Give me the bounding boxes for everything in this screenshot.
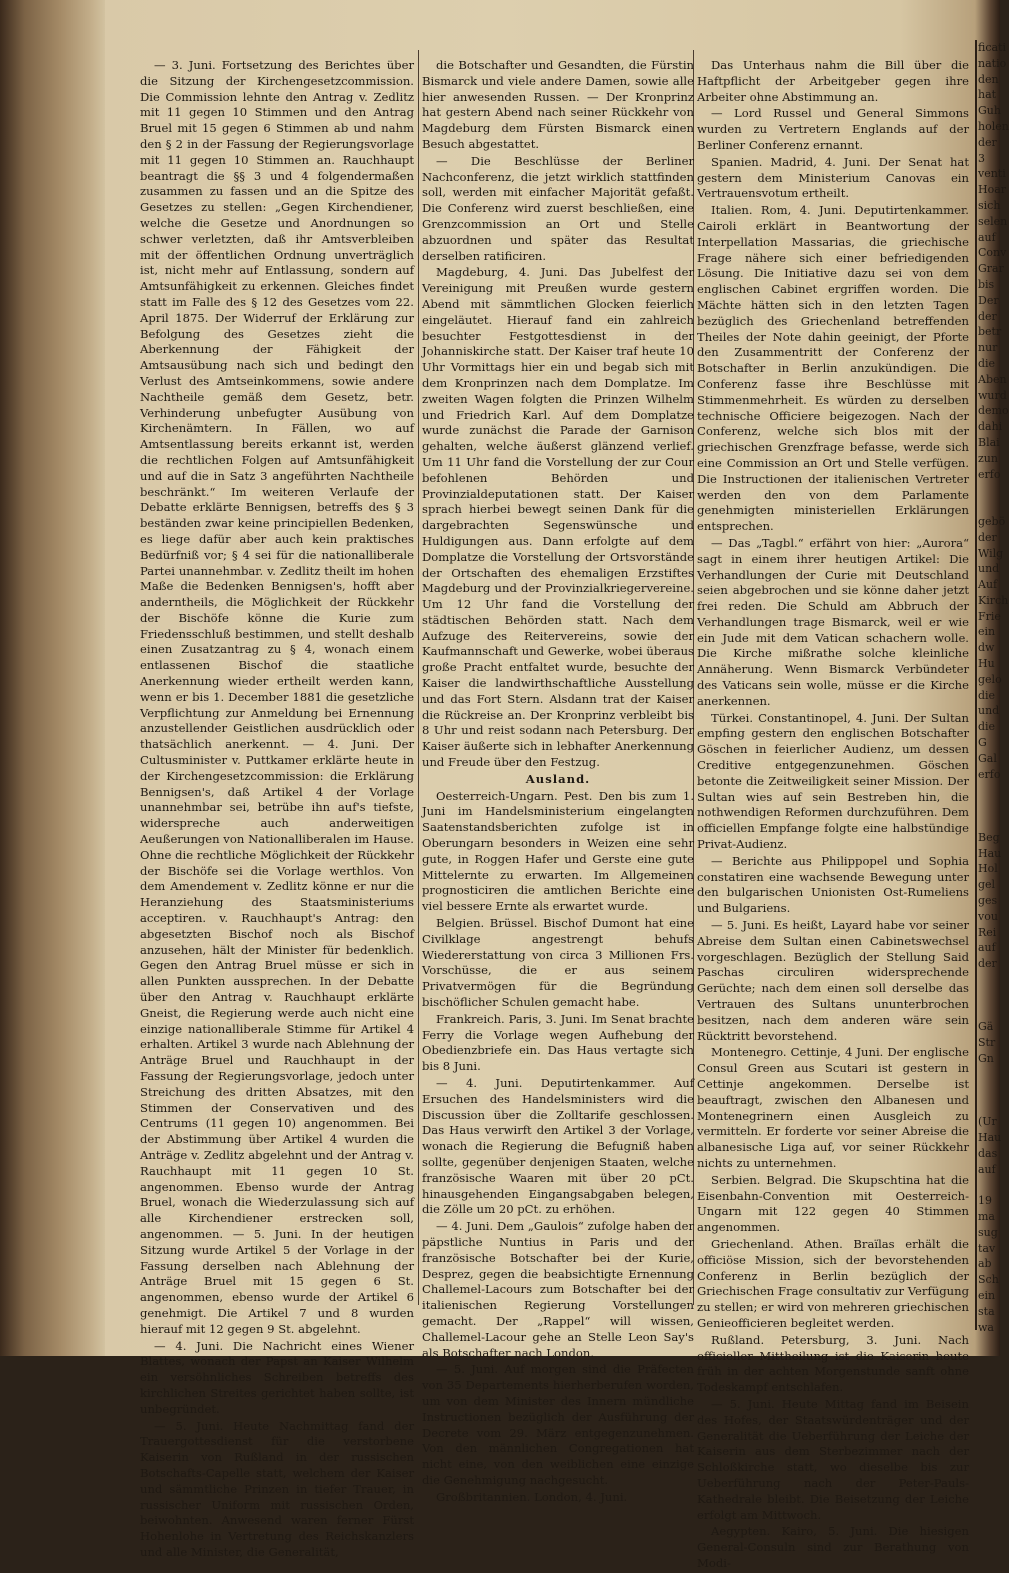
edge-fragment (978, 814, 1000, 830)
paragraph: Oesterreich-Ungarn. Pest. Den bis zum 1. Juni im Handelsministerium eingelangten Saatenstandsberichten zufolge ist in Oberungarn besonders in Weizen eine sehr gute, in Roggen Hafer und Gerste eine gute Mittelernte zu erwarten. Im Allgemeinen prognosticiren die amtlichen Berichte eine viel bessere Ernte als erwartet wurde. (422, 788, 694, 914)
edge-fragment: demo (978, 404, 1009, 418)
edge-fragment (978, 1083, 1000, 1099)
edge-fragment: Grar (978, 262, 1004, 276)
edge-fragment: Beg (978, 830, 1000, 844)
edge-fragment: auf (978, 941, 996, 955)
book-spine-gutter (0, 0, 105, 1356)
edge-fragment: erfo (978, 767, 1001, 781)
edge-fragment: hat (978, 88, 997, 102)
edge-fragment: der (978, 957, 997, 971)
edge-fragment: gelo (978, 672, 1002, 686)
edge-fragment: 19 (978, 1194, 992, 1208)
edge-fragment (978, 1177, 1000, 1193)
edge-fragment: Sch (978, 1273, 999, 1287)
edge-fragment (978, 988, 1000, 1004)
paragraph: Großbritannien. London, 4. Juni. (436, 1489, 628, 1504)
edge-fragment: selen (978, 214, 1008, 228)
paragraph: — 5. Juni. Heute Mittag fand im Beisein des Hofes, der Staatswürdenträger und der Generalität die Ueberführung der Leiche der Kaiserin aus dem Sterbezimmer nach der Schloßkirche statt, wo dieselbe bis zur Ueberführung nach der Peter-Pauls-Kathedrale bleibt. Die Beisetzung der Leiche erfolgt am Mittwoch. (697, 1396, 969, 1522)
column-rule (418, 50, 419, 1305)
edge-fragment (978, 972, 1000, 988)
edge-fragment (978, 498, 1000, 514)
edge-fragment: dw (978, 641, 995, 655)
paragraph: — 5. Juni. Es heißt, Layard habe vor seiner Abreise dem Sultan einen Cabinetswechsel vorgeschlagen. Bezüglich der Stellung Said Paschas circuliren widersprechende Gerüchte; nach dem einen soll derselbe das Vertrauen des Sultans ununterbrochen besitzen, nach dem anderen wäre sein Rücktritt bevorstehend. (697, 918, 969, 1043)
edge-fragment: Auf (978, 578, 998, 592)
edge-fragment: erfo (978, 467, 1001, 481)
paragraph: Das Unterhaus nahm die Bill über die Haftpflicht der Arbeitgeber gegen ihre Arbeiter ohne Abstimmung an. (697, 58, 969, 104)
edge-fragment: sich (978, 198, 1001, 212)
edge-fragment: zun (978, 451, 998, 465)
edge-fragment: der (978, 530, 997, 544)
edge-fragment: Wilg (978, 546, 1004, 560)
edge-fragment: Aben (978, 372, 1007, 386)
edge-fragment: und (978, 562, 1000, 576)
paragraph: Montenegro. Cettinje, 4 Juni. Der englische Consul Green aus Scutari ist gestern in Cettinje angekommen. Derselbe ist beauftragt, zwischen den Albanesen und Montenegrinern einen Ausgleich zu vermitteln. Er forderte vor seiner Abreise die albanesische Liga auf, vor seiner Rückkehr nichts zu unternehmen. (697, 1045, 969, 1170)
edge-fragment: Blai (978, 435, 1000, 449)
edge-fragment (978, 482, 1000, 498)
column-2 (422, 58, 694, 1507)
edge-fragment: Hau (978, 1130, 1002, 1144)
edge-fragment: G (978, 736, 987, 750)
edge-fragment: gebö (978, 514, 1006, 528)
edge-fragment: 3 (978, 151, 985, 165)
edge-fragment: natio (978, 56, 1007, 70)
edge-fragment: gel (978, 878, 996, 892)
paragraph: Italien. Rom, 4. Juni. Deputirtenkammer. Cairoli erklärt in Beantwortung der Interpellation Massarias, die griechische Frage nähere sich einer befriedigenden Lösung. Die Initiative dazu sei von dem englischen Cabinet ergriffen worden. Die Mächte hätten sich in den letzten Tagen bezüglich des Griechenland betreffenden Theiles der Note dahin geeinigt, der Pforte den Zusammentritt der Conferenz der Botschafter in Berlin anzukündigen. Die Conferenz fasse ihre Beschlüsse mit Stimmenmehrheit. Es würden zu derselben technische Officiere beigezogen. Nach der Conferenz, welche sich blos mit der griechischen Grenzfrage befasse, werde sich eine Commission an Ort und Stelle verfügen. Die Instructionen der italienischen Vertreter werden den von dem Parlamente genehmigten ministeriellen Erklärungen entsprechen. (697, 203, 969, 534)
column-3 (697, 58, 969, 1573)
edge-fragment: ein (978, 1288, 996, 1302)
edge-fragment: Kirch (978, 593, 1009, 607)
paragraph: — 3. Juni. Fortsetzung des Berichtes über die Sitzung der Kirchengesetzcommission. Die Commission lehnte den Antrag v. Zedlitz mit 11 gegen 10 Stimmen und den Antrag Bruel mit 15 gegen 6 Stimmen ab und nahm den § 2 in der Fassung der Regierungsvorlage mit 11 gegen 10 Stimmen an. Rauchhaupt beantragt die §§ 3 und 4 folgendermaßen zusammen zu fassen und an die Spitze des Gesetzes zu stellen: „Gegen Kirchendiener, welche die Gesetze und Anordnungen so schwer verletzten, daß ihr Amtsverbleiben mit der öffentlichen Ordnung unverträglich ist, nicht mehr auf Entlassung, sondern auf Amtsunfähigkeit zu erkennen. Gleiches findet statt im Falle des § 12 des Gesetzes vom 22. April 1875. Der Widerruf der Erklärung zur Befolgung des Gesetzes zieht die Aberkennung der Fähigkeit der Amtsausübung nach sich und bedingt den Verlust des Amtseinkommens, sowie andere Nachtheile gemäß dem Gesetz, betr. Verhinderung unbefugter Ausübung von Kirchenämtern. In Fällen, wo auf Amtsentlassung bereits erkannt ist, werden die rechtlichen Folgen auf Amtsunfähigkeit und auf die in Satz 3 angeführten Nachtheile beschränkt.“ Im weiteren Verlaufe der Debatte erklärte Bennigsen, betreffs des § 3 beständen zwar keine principiellen Bedenken, es liege dafür aber auch kein praktisches Bedürfniß vor; § 4 sei für die nationalliberale Partei unannehmbar. v. Zedlitz theilt im hohen Maße die Bedenken Bennigsen's, hofft aber anderntheils, die Möglichkeit der Rückkehr der Bischöfe könne die Kurie zum Friedensschluß bestimmen, und stellt deshalb einen Zusatzantrag zu § 4, wonach einem entlassenen Bischof die staatliche Anerkennung wieder ertheilt werden kann, wenn er bis 1. December 1881 die gesetzliche Verpflichtung zur Anmeldung bei Ernennung anzustellender Geistlichen ausdrücklich oder thatsächlich anerkennt. — 4. Juni. Der Cultusminister v. Puttkamer erklärte heute in der Kirchengesetzcommission: die Erklärung Bennigsen's, daß Artikel 4 der Vorlage unannehmbar sei, betrübe ihn auf's tiefste, widerspreche auch anderweitigen Aeußerungen von Nationalliberalen im Hause. Ohne die rechtliche Möglichkeit der Rückkehr der Bischöfe sei die Vorlage werthlos. Von dem Amendement v. Zedlitz könne er nur die Heranziehung des Staatsministeriums acceptiren. v. Rauchhaupt's Antrag: den abgesetzten Bischof noch als Bischof anzusehen, hält der Minister für bedenklich. Gegen den Antrag Bruel müsse er sich in allen Punkten aussprechen. In der Debatte über den Antrag v. Rauchhaupt erklärte Gneist, die Regierung werde auch nicht eine einzige nationalliberale Stimme für Artikel 4 erhalten. Artikel 3 wurde nach Ablehnung der Anträge Bruel und Rauchhaupt in der Fassung der Regierungsvorlage, jedoch unter Streichung des dritten Absatzes, mit den Stimmen der Conservativen und des Centrums (11 gegen 10) angenommen. Bei der Abstimmung über Artikel 4 wurden die Anträge v. Zedlitz abgelehnt und der Antrag v. Rauchhaupt mit 11 gegen 10 St. angenommen. Ebenso wurde der Antrag Bruel, wonach die Wiederzulassung sich auf alle Kirchendiener erstrecken soll, angenommen. — 5. Juni. In der heutigen Sitzung wurde Artikel 5 der Vorlage in der Fassung derselben nach Ablehnung der Anträge Bruel mit 15 gegen 6 St. angenommen, ebenso wurde der Artikel 6 genehmigt. Die Artikel 7 und 8 wurden hierauf mit 12 gegen 9 St. abgelehnt. (140, 58, 414, 1336)
edge-fragment: Hol (978, 862, 998, 876)
edge-fragment: ein (978, 625, 996, 639)
edge-fragment: vou (978, 909, 998, 923)
edge-fragment: Str (978, 1036, 996, 1050)
paragraph: — 4. Juni. Deputirtenkammer. Auf Ersuchen des Handelsministers wird die Discussion über die Zolltarife geschlossen. Das Haus verwirft den Artikel 3 der Vorlage, wonach die Regierung die Befugniß haben sollte, gegenüber denjenigen Staaten, welche französische Waaren mit über 20 pCt. hinausgehenden Eingangsabgaben belegen, die Zölle um 20 pCt. zu erhöhen. (422, 1076, 694, 1217)
paragraph: — 5. Juni. Heute Nachmittag fand der Trauergottesdienst für die verstorbene Kaiserin von Rußland in der russischen Botschafts-Capelle statt, welchem der Kaiser und sämmtliche Prinzen in tiefer Trauer, in russischer Uniform mit russischen Orden, beiwohnten. Anwesend waren ferner Fürst Hohenlohe in Vertretung des Reichskanzlers und alle Minister, die Generalität, (140, 1418, 414, 1559)
edge-fragment: betr (978, 325, 1002, 339)
paragraph: — Das „Tagbl.“ erfährt von hier: „Aurora“ sagt in einem ihrer heutigen Artikel: Die Verhandlungen der Curie mit Deutschland seien abgebrochen und sie könne daher jetzt frei reden. Die Schuld am Abbruch der Verhandlungen trage Bismarck, weil er wie ein Jude mit dem Vatican schachern wolle. Die Kirche mißrathe solche kleinliche Annäherung. Wenn Bismarck Verbündeter des Vaticans sein wolle, müsse er die Kirche anerkennen. (697, 535, 969, 708)
edge-fragment: tav (978, 1241, 996, 1255)
edge-fragment: die (978, 688, 996, 702)
paragraph: Spanien. Madrid, 4. Juni. Der Senat hat gestern dem Ministerium Canovas ein Vertrauensvotum ertheilt. (697, 154, 969, 201)
paragraph: Griechenland. Athen. Braïlas erhält die officiöse Mission, sich der bevorstehenden Conferenz in Berlin bezüglich der Griechischen Frage consultativ zur Verfügung zu stellen; er wird von mehreren griechischen Genieofficieren begleitet werden. (697, 1236, 969, 1330)
edge-fragment: Guh (978, 104, 1001, 118)
edge-fragment: die (978, 356, 996, 370)
paragraph: Aegypten. Kairo, 5. Juni. Die hiesigen General-Consuln sind zur Berathung von Modi- (697, 1524, 969, 1570)
paragraph: — Lord Russel und General Simmons wurden zu Vertretern Englands auf der Berliner Conferenz ernannt. (697, 106, 969, 152)
edge-fragment: Rei (978, 925, 997, 939)
edge-fragment: Gn (978, 1052, 994, 1065)
edge-fragment: Conv (978, 246, 1007, 260)
edge-fragment: ficati (978, 41, 1006, 54)
paragraph: — 5. Juni. Auf morgen sind die Präfecten von 35 Departements hierherberufen worden, um von dem Minister des Innern mündliche Instructionen bezüglich der Ausführung der Decrete vom 29. März entgegenzunehmen. Von den männlichen Congregationen hat nicht eine, von den weiblichen eine einzige die Genehmigung nachgesucht. (422, 1362, 694, 1487)
edge-fragment: Gä (978, 1020, 994, 1034)
edge-fragment: sug (978, 1225, 998, 1239)
paragraph: Serbien. Belgrad. Die Skupschtina hat die Eisenbahn-Convention mit Oesterreich-Ungarn mit 122 gegen 40 Stimmen angenommen. (697, 1172, 969, 1235)
paragraph: — Berichte aus Philippopel und Sophia constatiren eine wachsende Bewegung unter den bulgarischen Unionisten Ost-Rumeliens und Bulgariens. (697, 853, 969, 916)
paragraph: — Die Beschlüsse der Berliner Nachconferenz, die jetzt wirklich stattfinden soll, werden mit einfacher Majorität gefaßt. Die Conferenz wird zuerst beschließen, eine Grenzcommission an Ort und Stelle abzuordnen und später das Resultat derselben ratificiren. (422, 153, 694, 263)
edge-fragment: Hau (978, 846, 1002, 860)
paragraph: — 4. Juni. Die Nachricht eines Wiener Blattes, wonach der Papst an Kaiser Wilhelm ein versöhnliches Schreiben betreffs des kirchlichen Streites gerichtet haben sollte, ist unbegründet. (140, 1338, 414, 1416)
edge-fragment (978, 1098, 1000, 1114)
edge-fragment: ma (978, 1209, 995, 1223)
edge-fragment: Der (978, 293, 999, 307)
paragraph: Türkei. Constantinopel, 4. Juni. Der Sultan empfing gestern den englischen Botschafter Göschen in feierlicher Audienz, um dessen Creditive entgegenzunehmen. Göschen betonte die Zeitweiligkeit seiner Mission. Der Sultan wies auf sein Bestreben hin, die nothwendigen Reformen durchzuführen. Dem officiellen Empfange folgte eine halbstündige Privat-Audienz. (697, 710, 969, 852)
edge-fragment: Hu (978, 657, 995, 671)
paragraph: Belgien. Brüssel. Bischof Dumont hat eine Civilklage angestrengt behufs Wiedererstattung von circa 3 Millionen Frs. Vorschüsse, die er aus seinem Privatvermögen für die Begründung bischöflicher Schulen gemacht habe. (422, 916, 694, 1010)
edge-fragment: bis (978, 277, 995, 291)
paragraph: — 4. Juni. Dem „Gaulois“ zufolge haben der päpstliche Nuntius in Paris und der französische Botschafter bei der Kurie, Desprez, gegen die beabsichtigte Ernennung Challemel-Lacours zum Botschafter bei der italienischen Regierung Vorstellungen gemacht. Der „Rappel“ will wissen, Challemel-Lacour gehe an Stelle Leon Say's als Botschafter nach London. (422, 1219, 694, 1360)
edge-fragment: auf (978, 1162, 996, 1176)
edge-fragment (978, 798, 1000, 814)
edge-fragment: holen (978, 119, 1009, 133)
edge-fragment: wa (978, 1320, 994, 1334)
edge-fragment: der (978, 309, 997, 323)
next-page-edge-text (978, 40, 1009, 1334)
next-page-edge-border (975, 40, 977, 1330)
edge-fragment: den (978, 72, 999, 86)
edge-fragment: Hoar (978, 183, 1007, 197)
edge-fragment: nur (978, 341, 998, 355)
edge-fragment: der (978, 135, 997, 149)
edge-fragment (978, 1067, 1000, 1083)
edge-fragment: sta (978, 1304, 995, 1318)
edge-fragment: venti (978, 167, 1006, 181)
edge-fragment: Gal (978, 751, 997, 765)
paragraph: die Botschafter und Gesandten, die Fürstin Bismarck und viele andere Damen, sowie alle hier anwesenden Russen. — Der Kronprinz hat gestern Abend nach seiner Rückkehr von Magdeburg dem Fürsten Bismarck einen Besuch abgestattet. (422, 58, 694, 151)
edge-fragment: die (978, 720, 996, 734)
edge-fragment: wurd (978, 388, 1007, 402)
edge-fragment (978, 1004, 1000, 1020)
edge-fragment: ab (978, 1257, 992, 1271)
edge-fragment: und (978, 704, 1000, 718)
paragraph: Frankreich. Paris, 3. Juni. Im Senat brachte Ferry die Vorlage wegen Aufhebung der Obedienzbriefe ein. Das Haus vertagte sich bis 8 Juni. (422, 1011, 694, 1074)
edge-fragment: Frie (978, 609, 1001, 623)
paragraph: Rußland. Petersburg, 3. Juni. Nach officieller Mittheilung ist die Kaiserin heute früh in der achten Morgenstunde sanft ohne Todeskampf entschlafen. (697, 1332, 969, 1395)
edge-fragment: (Ur (978, 1115, 997, 1129)
section-heading-ausland: Ausland. (525, 771, 591, 786)
edge-fragment: ges (978, 894, 998, 908)
edge-fragment: auf (978, 230, 996, 244)
edge-fragment (978, 782, 1000, 798)
edge-fragment: das (978, 1146, 998, 1160)
column-1 (140, 58, 414, 1562)
paragraph: Magdeburg, 4. Juni. Das Jubelfest der Vereinigung mit Preußen wurde gestern Abend mit sämmtlichen Glocken feierlich eingeläutet. Hierauf fand ein zahlreich besuchter Festgottesdienst in der Johanniskirche statt. Der Kaiser traf heute 10 Uhr Vormittags hier ein und begab sich mit dem Kronprinzen nach dem Domplatze. Im zweiten Wagen folgten die Prinzen Wilhelm und Friedrich Karl. Auf dem Domplatze wurde zunächst die Parade der Garnison gehalten, welche äußerst glänzend verlief. Um 11 Uhr fand die Vorstellung der zur Cour befohlenen Behörden und Provinzialdeputationen statt. Der Kaiser sprach hierbei bewegt seinen Dank für die dargebrachten Segenswünsche und Huldigungen aus. Dann erfolgte auf dem Domplatze die Vorstellung der Ortsvorstände der Ortschaften des ehemaligen Erzstiftes Magdeburg und der Provinzialkriegervereine. Um 12 Uhr fand die Vorstellung der städtischen Behörden statt. Nach dem Aufzuge des Reitervereins, sowie der Kaufmannschaft und Gewerke, wobei überaus große Pracht entfaltet wurde, besuchte der Kaiser die landwirthschaftliche Ausstellung und das Fort Stern. Alsdann trat der Kaiser die Rückreise an. Der Kronprinz verbleibt bis 8 Uhr und reist sodann nach Petersburg. Der Kaiser äußerte sich in lebhafter Anerkennung und Freude über den Festzug. (422, 265, 694, 770)
edge-fragment: dahi (978, 420, 1003, 434)
